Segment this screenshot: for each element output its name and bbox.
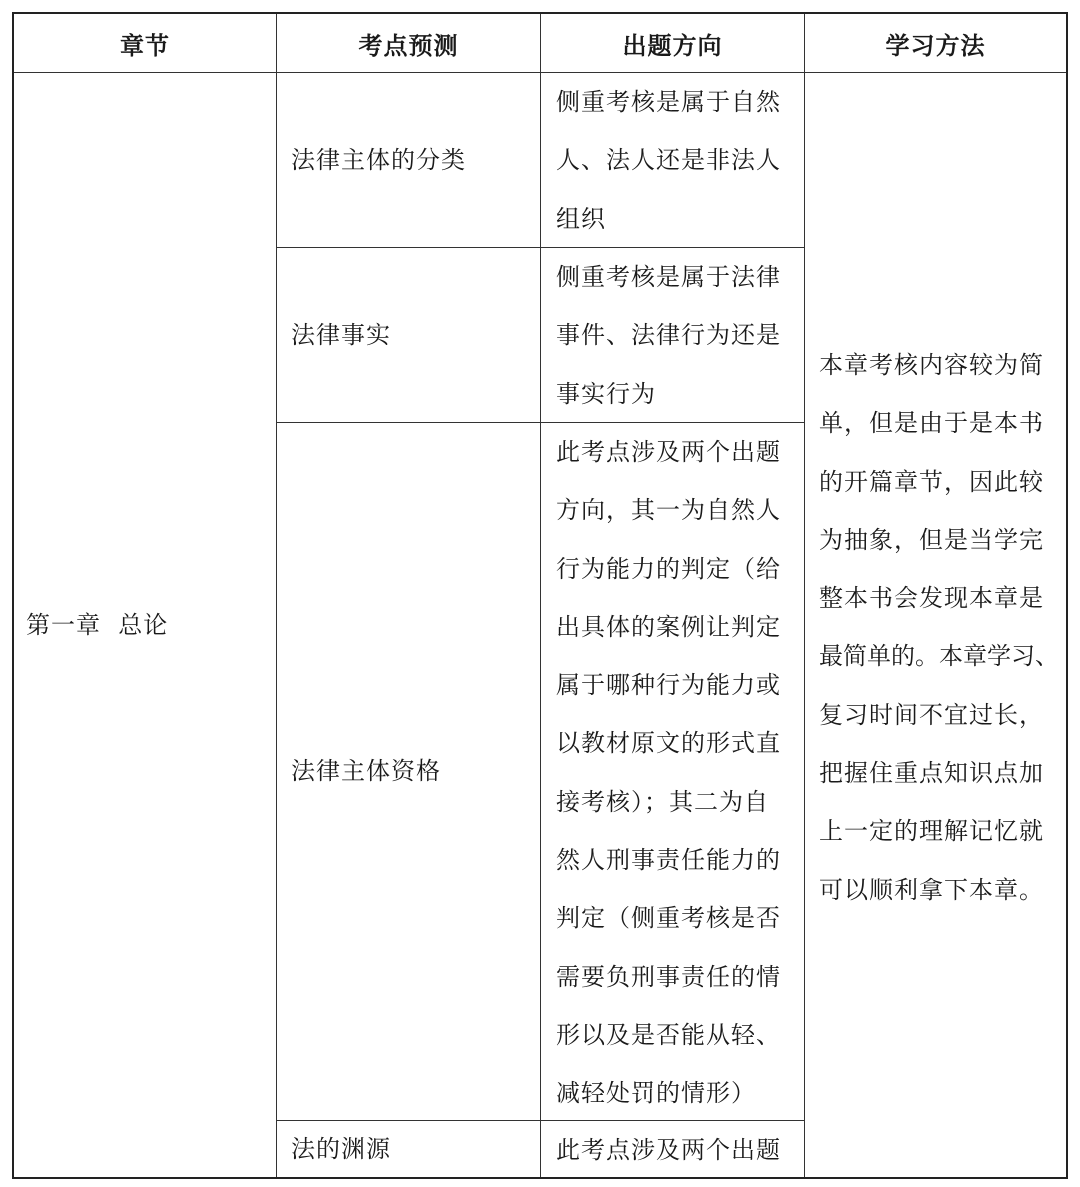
direction-cell — [556, 248, 802, 423]
direction-line: 侧重考核是属于自然 — [556, 88, 781, 116]
direction-line: 以教材原文的形式直 — [556, 729, 781, 758]
direction-line: 接考核）；其二为自 — [556, 787, 769, 816]
topic-label: 法律事实 — [291, 320, 391, 349]
method-line: 上一定的理解记忆就 — [819, 817, 1044, 846]
direction-line: 减轻处罚的情形） — [556, 1079, 756, 1108]
method-line: 整本书会发现本章是 — [819, 584, 1044, 613]
direction-line: 然人刑事责任能力的 — [556, 846, 781, 875]
direction-cell — [556, 423, 802, 1123]
column-divider — [540, 14, 541, 1177]
direction-line: 事件、法律行为还是 — [556, 321, 781, 350]
header-topic: 考点预测 — [358, 31, 459, 60]
method-line: 为抽象，但是当学完 — [819, 525, 1044, 554]
direction-line: 属于哪种行为能力或 — [556, 671, 781, 700]
chapter-label: 第一章 总论 — [26, 610, 169, 639]
header-direction: 出题方向 — [622, 31, 723, 60]
study-guide-table — [12, 12, 1068, 1179]
direction-line: 组织 — [556, 204, 606, 233]
direction-line: 此考点涉及两个出题 — [556, 1136, 781, 1164]
topic-cell — [291, 1121, 539, 1177]
direction-line: 事实行为 — [556, 379, 656, 408]
direction-line: 需要负刑事责任的情 — [556, 962, 781, 991]
direction-line: 人、法人还是非法人 — [556, 146, 781, 175]
direction-line: 此考点涉及两个出题 — [556, 438, 781, 466]
method-line: 把握住重点知识点加 — [819, 759, 1044, 788]
method-cell — [819, 336, 1069, 919]
method-line: 单，但是由于是本书 — [819, 409, 1044, 438]
topic-label: 法律主体资格 — [291, 757, 441, 786]
column-divider — [804, 14, 805, 1177]
direction-line: 判定（侧重考核是否 — [556, 904, 781, 933]
direction-cell — [556, 1121, 802, 1179]
method-line: 的开篇章节，因此较 — [819, 467, 1044, 496]
column-divider — [276, 14, 277, 1177]
method-line: 本章考核内容较为简 — [819, 351, 1044, 379]
direction-line: 方向，其一为自然人 — [556, 496, 781, 525]
topic-label: 法的渊源 — [291, 1134, 391, 1163]
header-chapter: 章节 — [120, 31, 170, 60]
direction-line: 出具体的案例让判定 — [556, 612, 781, 641]
method-line: 可以顺利拿下本章。 — [819, 875, 1044, 904]
method-line: 最简单的。本章学习、 — [819, 642, 1059, 671]
topic-cell — [291, 73, 539, 247]
header-method: 学习方法 — [885, 31, 986, 60]
topic-cell — [291, 423, 539, 1120]
topic-cell — [291, 248, 539, 422]
chapter-cell — [26, 73, 276, 1177]
direction-line: 形以及是否能从轻、 — [556, 1020, 781, 1049]
direction-line: 侧重考核是属于法律 — [556, 263, 781, 291]
direction-cell — [556, 73, 802, 248]
direction-line: 行为能力的判定（给 — [556, 554, 781, 583]
method-line: 复习时间不宜过长， — [819, 700, 1044, 729]
topic-label: 法律主体的分类 — [291, 145, 466, 174]
